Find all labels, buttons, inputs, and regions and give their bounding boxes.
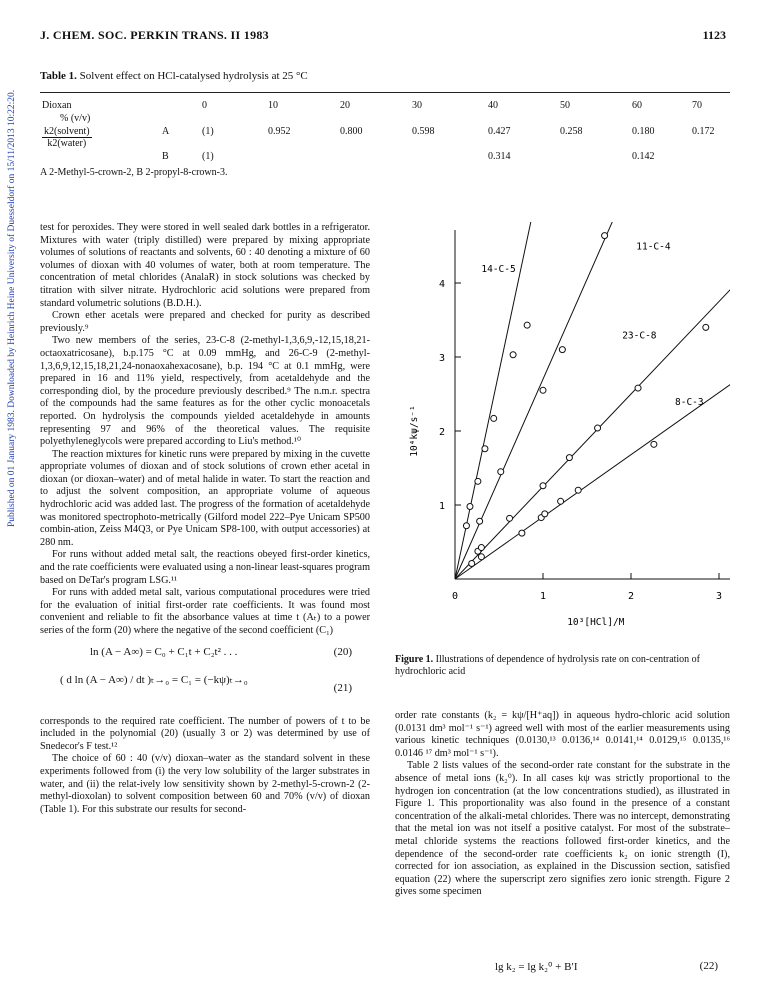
table-row [40,150,730,163]
download-stamp: Published on 01 January 1983. Downloaded by Heinrich Heine University of Duesseldorf on 15/11/2013 10:22:20. [7,90,17,528]
table-cell [266,150,338,163]
figure-plot [395,222,730,652]
figure-caption [395,654,730,678]
data-point [524,322,530,328]
data-point [566,455,572,461]
equation-number: (21) [333,681,352,694]
row-label: A [162,126,170,137]
journal-title: J. CHEM. SOC. PERKIN TRANS. II 1983 [40,28,269,42]
equation-body: ( d ln (A − A∞) / dt )ₜ→₀ = C₁ = (−kψ)ₜ→₀ [60,673,248,686]
data-point [703,324,709,330]
table-caption [40,70,730,82]
ratio-denominator: k2(water) [47,138,87,149]
data-point [559,347,565,353]
equation-21 [40,668,370,716]
data-point [482,446,488,452]
data-point [463,523,469,529]
table-header-row [40,99,730,112]
equation-body: ln (A − A∞) = C₀ + C₁t + C₂t² . . . [90,645,238,658]
row-label: B [162,151,169,162]
data-point [540,387,546,393]
table-row [40,125,730,150]
figure-1 [395,222,730,678]
data-point [469,560,475,566]
x-axis-label: 10³[HCl]/M [567,617,625,628]
paragraph: The choice of 60 : 40 (v/v) dioxan–water as the standard solvent in these experiments followed from (i) the very low solubility of the larger substrates in water, and (ii) the relat-ively low sensitivity shown by 2-methyl-5-crown-2 (2-methyl-dioxolan) to solvent composition between 60 and 70% (v/v) of dioxan (Table 1). For this substrate our results for second- [40,753,370,815]
data-point [510,352,516,358]
figure-caption-text: Illustrations of dependence of hydrolysis rate on con-centration of hydrochloric acid [395,654,701,677]
col-header: 60 [632,100,642,111]
table-cell [690,150,730,163]
y-tick-label: 1 [438,501,445,512]
table-cell: (1) [202,126,214,137]
table-top-rule [40,92,730,93]
paragraph: For runs with added metal salt, various computational procedures were tried for the evaluation of initial first-order rate coefficients. It was found most convenient and reliable to fit the absorbance values at time t (Aₜ) to a power series of the form (20) where the negative of the second coefficient (C₁) [40,587,370,636]
col-header: 10 [268,100,278,111]
data-point [635,385,641,391]
data-point [478,554,484,560]
series-line [455,265,730,580]
col-header: 30 [412,100,422,111]
page-header [40,28,726,48]
data-point [595,425,601,431]
col-header: 70 [692,100,702,111]
col-header: 50 [560,100,570,111]
data-point [478,545,484,551]
x-tick-label: 3 [715,591,723,602]
paragraph: Crown ether acetals were prepared and checked for purity as described previously.⁹ [40,310,370,334]
data-point [558,498,564,504]
data-point [542,511,548,517]
ratio-numerator: k2(solvent) [44,126,90,137]
series-line [455,222,624,579]
series-label: 14-C-5 [481,263,516,275]
table-cell [558,150,630,163]
data-point [540,483,546,489]
data-point [507,515,513,521]
table-cell: (1) [202,151,214,162]
table-cell [338,150,410,163]
paragraph: Table 2 lists values of the second-order rate constant for the substrate in the absence of metal ions (k₂⁰). In all cases kψ was strictly proportional to the hydrogen ion concentration (at the low concentrations studied), as illustrated in Figure 1. This proportionality was also found in the presence of a constant concentration of the alkali-metal chlorides. There was no intercept, demonstrating that the metal ion was not itself a positive catalyst. For most of the substrate–metal chloride systems the reactions followed first-order kinetics, and the dependence of the second-order rate coefficients k₂ on ionic strength (I), corrected for ion association, as explained in the Discussion section, satisfied equation (22) where the superscript zero signifies zero ionic strength. Figure 2 gives some specimen [395,760,730,898]
paragraph: corresponds to the required rate coefficient. The number of powers of t to be included in the polynomial (20) (usually 3 or 2) was determined by use of Snedecor's F test.¹² [40,715,370,752]
y-tick-label: 3 [438,353,445,364]
equation-body: lg k₂ = lg k₂⁰ + B′I [495,961,578,973]
dioxan-unit: % (v/v) [60,113,91,124]
table-body [40,99,730,163]
table-cell: 0.172 [692,126,715,137]
table-cell: 0.180 [632,126,655,137]
data-point [602,233,608,239]
data-point [467,503,473,509]
table-cell: 0.427 [488,126,511,137]
data-point [498,469,504,475]
table-cell: 0.258 [560,126,583,137]
table-cell: 0.800 [340,126,363,137]
table-1 [40,70,730,178]
equation-22 [395,960,730,980]
figure-label: Figure 1. [395,654,434,665]
right-column-text [395,710,730,899]
equation-20 [40,638,370,668]
series-label: 23-C-8 [622,330,657,342]
paragraph: order rate constants (k₂ = kψ/[H⁺aq]) in aqueous hydro-chloric acid solution (0.0131 dm³ mol⁻¹ s⁻¹) agreed well with most of the earlier measurements using various kinetic techniques (0.0130,¹³ 0.0136,¹⁴ 0.0141,¹⁴ 0.0129,¹⁵ 0.0135,¹⁶ 0.0146 ¹⁷ dm³ mol⁻¹ s⁻¹). [395,710,730,759]
x-tick-label: 2 [627,591,635,602]
table-cell: 0.314 [488,151,511,162]
data-point [475,478,481,484]
data-point [575,487,581,493]
col-header: 40 [488,100,498,111]
data-point [651,441,657,447]
table-caption-text: Solvent effect on HCl-catalysed hydrolysis at 25 °C [79,70,308,82]
y-tick-label: 2 [438,427,445,438]
table-cell: 0.952 [268,126,291,137]
page-number: 1123 [702,28,726,42]
paragraph: test for peroxides. They were stored in well sealed dark bottles in a refrigerator. Mixtures with water (triply distilled) were prepared by mixing appropriate volumes of solutions of reactants and solvents, 60 : 40 denoting a mixture of 60 volumes of dioxan with 40 volumes of water, both at room temperature. The concentration of metal chlorides (AnalaR) in stock solutions was checked by titration with silver nitrate. Hydrochloric acid solutions were prepared from standard volumetric solutions (B.D.H.). [40,222,370,309]
paragraph: For runs without added metal salt, the reactions obeyed first-order kinetics, and the rate coefficients were evaluated using a non-linear least-squares program based on DeTar's program LSG.¹¹ [40,549,370,586]
table-cell [410,150,486,163]
paragraph: Two new members of the series, 23-C-8 (2-methyl-1,3,6,9,-12,15,18,21-octaoxatricosane), b.p.175 °C at 0.09 mmHg, and 26-C-9 (2-methyl-1,3,6,9,12,15,18,21,24-nonaoxahexacosane), b.p. 194 °C at 0.1 mmHg, were prepared in 16 and 11% yield, respectively, from acetaldehyde and the corresponding diol, by the procedure previously described.⁹ The n.m.r. spectra of the compounds had the same features as for the other cyclic monoacetals reported. On hydrolysis the compounds yielded acetaldehyde in amounts representing 97 and 96% of the theoretical values. The requisite polyethyleneglycols were prepared according to Liu's method.¹⁰ [40,335,370,448]
data-point [477,518,483,524]
data-point [519,530,525,536]
series-label: 8-C-3 [675,397,704,409]
equation-number: (20) [333,645,352,658]
equation-number: (22) [699,960,718,972]
table-footnote: A 2-Methyl-5-crown-2, B 2-propyl-8-crown-3. [40,167,228,178]
table-cell: 0.598 [412,126,435,137]
table-label: Table 1. [40,70,77,82]
x-tick-label: 0 [451,591,459,602]
col-header: 20 [340,100,350,111]
series-label: 11-C-4 [636,241,671,253]
ratio-fraction [42,126,92,149]
x-tick-label: 1 [539,591,547,602]
left-column [40,222,370,816]
col-header: 0 [202,100,207,111]
y-tick-label: 4 [438,279,445,290]
y-axis-label: 10⁴kψ/s⁻¹ [409,405,420,457]
data-point [491,415,497,421]
figure-svg [395,222,730,652]
paragraph: The reaction mixtures for kinetic runs were prepared by mixing in the cuvette appropriate volumes of dioxan and of stock solutions of crown ether acetal in dioxan (or dioxan–water) and of metal halide in water. To start the reaction and to adjust the solvent composition, an appropriate volume of aqueous hydrochloric acid was added last. The progress of the formation of acetaldehyde was monitored spectrophoto-metrically (Gilford model 222–Pye Unicam SP500 combin-ation, Zeiss M4Q3, or Pye Unicam SP8-100, with output accessories) at 280 nm. [40,448,370,548]
dioxan-label: Dioxan [42,100,72,111]
table-cell: 0.142 [632,151,655,162]
